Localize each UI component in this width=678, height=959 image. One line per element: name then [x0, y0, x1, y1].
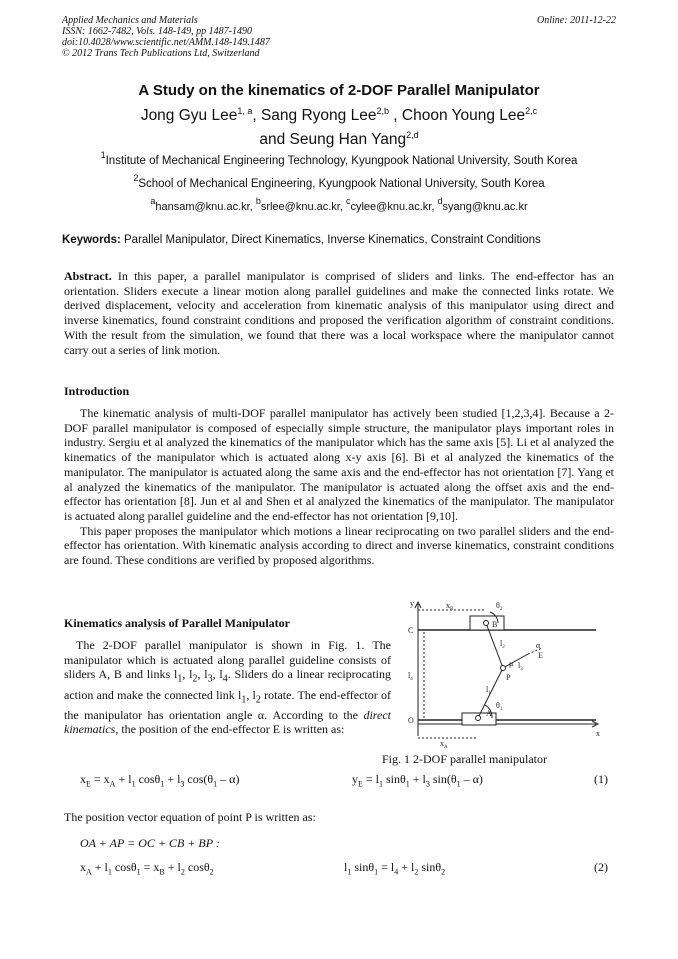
label-b: B — [492, 620, 498, 629]
label-theta2: $\theta_2$ — [496, 601, 503, 612]
email[interactable]: hansam@knu.ac.kr — [155, 201, 250, 213]
kinematics-paragraph: The 2-DOF parallel manipulator is shown in Fig. 1. The manipulator which is actuated along parallel guideline consists of sliders A, B and links $l_1$, $l_2$, $l_3$, $l_4$. Sliders do a linear reciprocating action and make the connected link $l_1$, $l_2$ rotate. The end-effector of the manipulator has orientation angle α. According to the direct kinematics, the position of the end-effector E is written as: — [64, 638, 392, 737]
label-c: C — [408, 626, 414, 635]
joint-p — [501, 666, 506, 671]
affiliation-1: $^1$Institute of Mechanical Engineering Technology, Kyungpook National University, South Korea — [100, 150, 578, 167]
label-a: A — [486, 709, 492, 718]
label-l2: $l_2$ — [500, 639, 505, 650]
issn-line: ISSN: 1662-7482, Vols. 148-149, pp 1487-1490 — [62, 26, 252, 37]
equation-1-left: $x_E = x_A + l_1$ $\cos\theta_1 + l_3$ $\cos(\theta_1 - \alpha)$ — [80, 772, 240, 789]
equation-2-number: (2) — [594, 860, 608, 874]
author-sup: 1, a — [237, 106, 253, 116]
abstract — [64, 269, 614, 357]
email-list: $^a$hansam@knu.ac.kr, $^b$srlee@knu.ac.kr, $^c$cylee@knu.ac.kr, $^d$syang@knu.ac.kr — [150, 196, 528, 213]
joint-a — [476, 716, 481, 721]
author-sup: 2,d — [406, 130, 419, 140]
author-list: Jong Gyu Lee$^{1, a}$, Sang Ryong Lee$^{2,b}$ , Choon Young Lee$^{2,c}$ and Seung Han Yang$^{2,d}$ — [140, 106, 538, 148]
email[interactable]: srlee@knu.ac.kr — [260, 201, 340, 213]
keywords-label: Keywords: — [62, 234, 121, 246]
label-xa: $x_A$ — [440, 739, 448, 748]
label-p: P — [506, 673, 511, 682]
label-theta1: $\theta_1$ — [496, 701, 503, 712]
position-vector-text: The position vector equation of point P is written as: — [64, 810, 316, 824]
figure-caption: Fig. 1 2-DOF parallel manipulator — [382, 752, 547, 766]
author-name: Jong Gyu Lee — [140, 107, 238, 124]
email[interactable]: syang@knu.ac.kr — [442, 201, 528, 213]
label-l4: $l_4$ — [408, 671, 413, 682]
intro-paragraph-2: This paper proposes the manipulator which motions a linear reciprocating on two parallel sliders and the end-effector has orientation. With kinematic analysis according to direct and inverse kinematics, constraint conditions are found. These conditions are verified by proposed algorithms. — [64, 523, 614, 568]
journal-name: Applied Mechanics and Materials — [62, 15, 198, 26]
label-y: y — [410, 599, 414, 608]
label-e: E — [538, 651, 543, 660]
equation-1-number: (1) — [594, 772, 608, 786]
keywords-text: Parallel Manipulator, Direct Kinematics, Inverse Kinematics, Constraint Conditions — [124, 234, 541, 246]
doi-line: doi:10.4028/www.scientific.net/AMM.148-149.1487 — [62, 37, 270, 48]
abstract-text: In this paper, a parallel manipulator is comprised of sliders and links. The end-effector has an orientation. Sliders execute a linear motion along parallel guidelines and make the connected links rotate. We derived displacement, velocity and acceleration from kinematic analysis of this manipulator using direct and inverse kinematics, found constraint conditions and proposed the verification algorithm of constraint conditions. With the result from the simulation, we found that there was a local workspace where the manipulator cannot carry out a series of link motion. — [64, 269, 615, 357]
author-sup: 2,b — [376, 106, 389, 116]
link-l3 — [503, 654, 528, 668]
email[interactable]: cylee@knu.ac.kr — [350, 201, 432, 213]
journal-header — [62, 15, 270, 59]
keywords-line — [62, 234, 541, 246]
equation-2-right: $l_1$ $\sin\theta_1 = l_4 + l_2$ sinθ$_2$ — [344, 860, 446, 877]
online-date: Online: 2011-12-22 — [537, 15, 616, 26]
copyright-line: © 2012 Trans Tech Publications Ltd, Switzerland — [62, 48, 260, 59]
intro-paragraph-1: The kinematic analysis of multi-DOF parallel manipulator has actively been studied [1,2,3,4]. Because a 2-DOF parallel manipulator is composed of especially simple structure, the manipulator plays important roles in industry. Sergiu et al analyzed the kinematics of the manipulator which has the same axis [5]. Li et al analyzed the kinematics of the manipulator which is actuated along x-y axis [6]. Bi et al analyzed the kinematics of the manipulator. The manipulator is actuated along the same axis and the end-effector has not orientation [7]. Yang et al analyzed the kinematics of the manipulator. The manipulator is actuated along the offset axis and the end-effector has orientation [8]. Jun et al and Shen et al analyzed the kinematics of the manipulator. The manipulator is actuated along parallel guideline and the end-effector has not orientation [9,10]. — [64, 406, 614, 523]
author-name: Seung Han Yang — [289, 131, 407, 148]
manipulator-figure — [400, 596, 610, 748]
label-l3: $l_3$ — [518, 661, 523, 672]
joint-b — [484, 621, 489, 626]
label-o: O — [408, 716, 414, 725]
equation-2-left: $x_A + l_1$ $\cos\theta_1 = x_B + l_2$ cosθ$_2$ — [80, 860, 214, 877]
intro-section — [64, 406, 614, 568]
kinematics-heading: Kinematics analysis of Parallel Manipulator — [64, 616, 290, 630]
label-mu: μ — [509, 659, 514, 668]
label-x: x — [596, 729, 600, 738]
label-xb: $x_B$ — [446, 601, 454, 612]
label-alpha: α — [536, 641, 541, 650]
affiliation-2: $^2$School of Mechanical Engineering, Kyungpook National University, South Korea — [133, 173, 545, 190]
intro-heading: Introduction — [64, 384, 130, 398]
abstract-label: Abstract. — [64, 269, 112, 283]
author-name: Choon Young Lee — [401, 107, 526, 124]
paper-title: A Study on the kinematics of 2-DOF Parallel Manipulator — [138, 82, 540, 99]
author-name: Sang Ryong Lee — [260, 107, 377, 124]
equation-1-right: $y_E = l_1$ $\sin\theta_1 + l_3$ $\sin(\theta_1 - \alpha)$ — [352, 772, 483, 789]
label-l1: $l_1$ — [486, 685, 491, 696]
vector-equation: OA + AP = OC + CB + BP : — [80, 836, 220, 850]
author-sup: 2,c — [525, 106, 538, 116]
